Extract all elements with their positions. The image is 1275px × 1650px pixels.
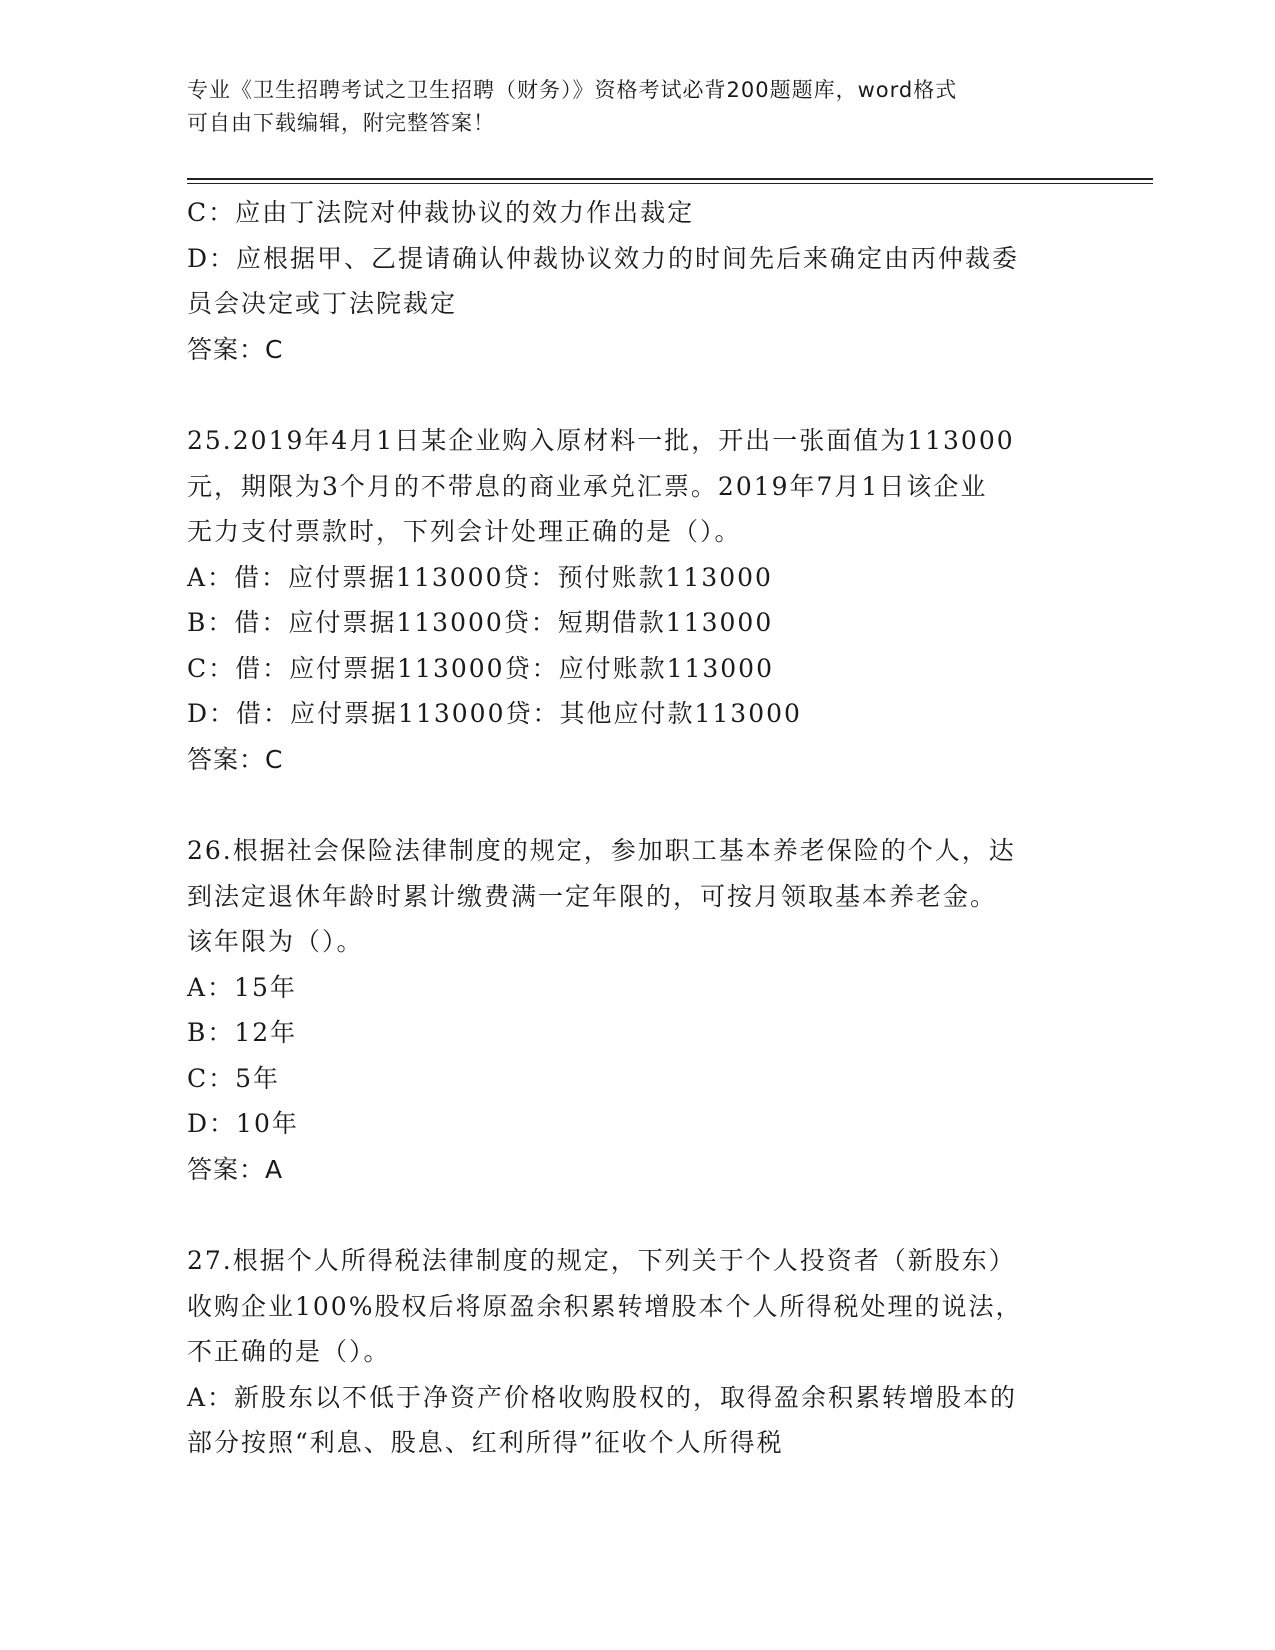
option-c: C：借：应付票据113000贷：应付账款113000	[187, 653, 774, 683]
option-c: C：应由丁法院对仲裁协议的效力作出裁定	[187, 198, 695, 227]
question-stem-line-3: 无力支付票款时，下列会计处理正确的是（）。	[187, 517, 742, 546]
answer: 答案：C	[187, 744, 284, 774]
option-b: B：借：应付票据113000贷：短期借款113000	[187, 608, 774, 637]
question-stem-line-1: 27.根据个人所得税法律制度的规定，下列关于个人投资者（新股东）	[187, 1246, 1016, 1275]
option-a-line-2: 部分按照“利息、股息、红利所得”征收个人所得税	[187, 1428, 784, 1457]
option-c: C：5年	[187, 1063, 281, 1093]
answer: 答案：A	[187, 1154, 284, 1184]
question-stem-line-1: 26.根据社会保险法律制度的规定，参加职工基本养老保险的个人，达	[187, 836, 1016, 865]
spacer	[187, 1192, 1087, 1238]
question-stem-line-3: 该年限为（）。	[187, 927, 364, 956]
question-content	[187, 190, 1087, 1466]
question-26	[187, 828, 1087, 1192]
question-stem-line-1: 25.2019年4月1日某企业购入原材料一批，开出一张面值为113000	[187, 426, 1015, 455]
option-b: B：12年	[187, 1018, 298, 1047]
spacer	[187, 372, 1087, 418]
option-d: D：借：应付票据113000贷：其他应付款113000	[187, 699, 802, 728]
page-header	[187, 74, 1087, 140]
question-stem-line-2: 元，期限为3个月的不带息的商业承兑汇票。2019年7月1日该企业	[187, 471, 988, 501]
header-line-2: 可自由下载编辑，附完整答案！	[187, 111, 495, 135]
question-stem-line-3: 不正确的是（）。	[187, 1337, 391, 1366]
option-a-line-1: A：新股东以不低于净资产价格收购股权的，取得盈余积累转增股本的	[187, 1382, 1018, 1412]
header-line-1: 专业《卫生招聘考试之卫生招聘（财务）》资格考试必背200题题库，word格式	[187, 78, 958, 102]
header-divider	[187, 178, 1153, 184]
spacer	[187, 782, 1087, 828]
option-d: D：10年	[187, 1109, 299, 1138]
option-d-line-2: 员会决定或丁法院裁定	[187, 289, 458, 318]
question-27	[187, 1238, 1087, 1466]
option-a: A：15年	[187, 972, 297, 1002]
question-stem-line-2: 到法定退休年龄时累计缴费满一定年限的，可按月领取基本养老金。	[187, 881, 998, 911]
question-25	[187, 418, 1087, 782]
question-stem-line-2: 收购企业100%股权后将原盈余积累转增股本个人所得税处理的说法，	[187, 1291, 1023, 1321]
answer: 答案：C	[187, 334, 284, 364]
option-d-line-1: D：应根据甲、乙提请确认仲裁协议效力的时间先后来确定由丙仲裁委	[187, 243, 1020, 273]
question-24-tail	[187, 190, 1087, 372]
option-a: A：借：应付票据113000贷：预付账款113000	[187, 562, 773, 592]
